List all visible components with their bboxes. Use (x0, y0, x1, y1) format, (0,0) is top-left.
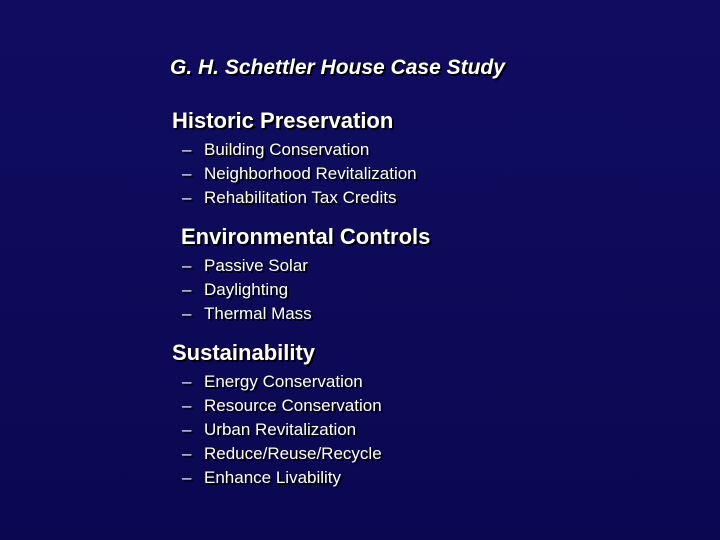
dash-bullet: – (182, 396, 192, 415)
section-heading: Sustainability (172, 340, 316, 365)
bullet-list (0, 370, 720, 490)
list-item (0, 370, 720, 394)
dash-bullet: – (182, 188, 192, 207)
section-heading: Environmental Controls (181, 224, 431, 249)
list-item-label: Rehabilitation Tax Credits (204, 188, 397, 207)
list-item (0, 254, 720, 278)
dash-bullet: – (182, 256, 192, 275)
list-item (0, 466, 720, 490)
list-item-label: Thermal Mass (204, 304, 312, 323)
list-item (0, 442, 720, 466)
dash-bullet: – (182, 280, 192, 299)
list-item-label: Building Conservation (204, 140, 370, 159)
list-item-label: Daylighting (204, 280, 289, 299)
bullet-list (0, 138, 720, 210)
dash-bullet: – (182, 140, 192, 159)
dash-bullet: – (182, 468, 192, 487)
list-item-label: Enhance Livability (204, 468, 342, 487)
list-item-label: Neighborhood Revitalization (204, 164, 417, 183)
section-environmental-controls (0, 224, 720, 326)
dash-bullet: – (182, 420, 192, 439)
list-item-label: Passive Solar (204, 256, 308, 275)
dash-bullet: – (182, 304, 192, 323)
list-item-label: Resource Conservation (204, 396, 382, 415)
dash-bullet: – (182, 372, 192, 391)
bullet-list (0, 254, 720, 326)
list-item (0, 418, 720, 442)
slide-title: G. H. Schettler House Case Study (170, 56, 505, 79)
list-item (0, 394, 720, 418)
dash-bullet: – (182, 444, 192, 463)
list-item (0, 302, 720, 326)
list-item-label: Urban Revitalization (204, 420, 357, 439)
list-item (0, 186, 720, 210)
list-item (0, 138, 720, 162)
section-historic-preservation (0, 108, 720, 210)
list-item-label: Reduce/Reuse/Recycle (204, 444, 382, 463)
list-item-label: Energy Conservation (204, 372, 363, 391)
section-heading: Historic Preservation (172, 108, 394, 133)
section-sustainability (0, 340, 720, 490)
list-item (0, 278, 720, 302)
list-item (0, 162, 720, 186)
dash-bullet: – (182, 164, 192, 183)
